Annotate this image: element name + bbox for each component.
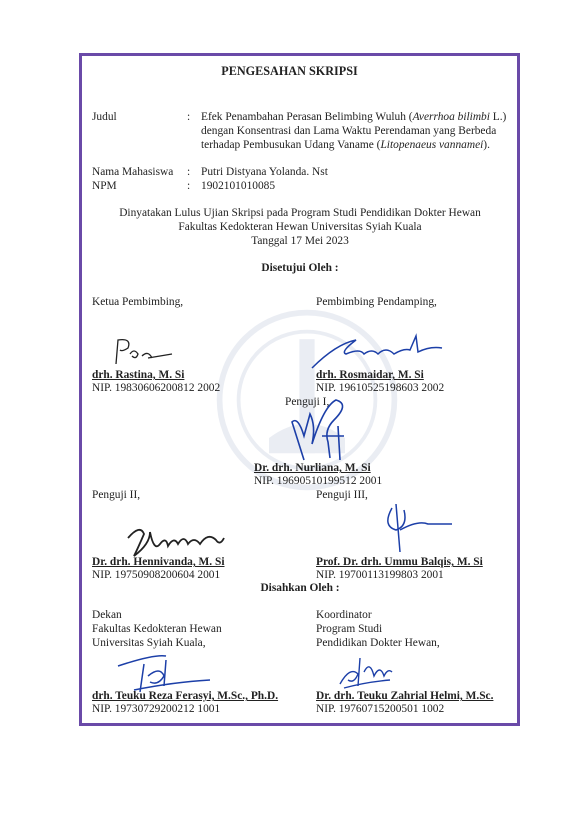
- koord-line-1: Koordinator: [316, 609, 372, 621]
- penguji2-nip: NIP. 19750908200604 2001: [92, 569, 221, 581]
- penguji2-signature: [120, 518, 230, 560]
- pendamping-label: Pembimbing Pendamping,: [316, 296, 437, 308]
- ketua-nip: NIP. 19830606200812 2002: [92, 382, 221, 394]
- koord-line-3: Pendidikan Dokter Hewan,: [316, 637, 440, 649]
- ketua-name: drh. Rastina, M. Si: [92, 369, 185, 381]
- npm-colon: :: [187, 180, 191, 192]
- koord-signature: [330, 650, 400, 692]
- koord-name: Dr. drh. Teuku Zahrial Helmi, M.Sc.: [316, 690, 494, 702]
- penguji3-signature: [378, 500, 458, 554]
- penguji2-label: Penguji II,: [92, 489, 141, 501]
- ketua-signature: [108, 336, 178, 368]
- pendamping-signature: [306, 330, 446, 372]
- dekan-line-1: Dekan: [92, 609, 122, 621]
- statement-line-3: Tanggal 17 Mei 2023: [251, 235, 349, 247]
- npm-value: 1902101010085: [201, 180, 276, 192]
- disahkan-heading: Disahkan Oleh :: [260, 582, 340, 594]
- nama-label: Nama Mahasiswa: [92, 166, 174, 178]
- penguji1-label: Penguji I,: [285, 396, 330, 408]
- nama-colon: :: [187, 166, 191, 178]
- dekan-signature: [114, 646, 214, 696]
- penguji1-nip: NIP. 19690510199512 2001: [254, 475, 383, 487]
- page-title: PENGESAHAN SKRIPSI: [221, 64, 358, 78]
- disetujui-heading: Disetujui Oleh :: [261, 262, 339, 274]
- penguji1-signature: [284, 396, 354, 464]
- koord-nip: NIP. 19760715200501 1002: [316, 703, 445, 715]
- statement-line-1: Dinyatakan Lulus Ujian Skripsi pada Program Studi Pendidikan Dokter Hewan: [119, 207, 481, 219]
- penguji3-name: Prof. Dr. drh. Ummu Balqis, M. Si: [316, 556, 483, 568]
- penguji3-nip: NIP. 19700113199803 2001: [316, 569, 444, 581]
- nama-value: Putri Distyana Yolanda. Nst: [201, 166, 328, 178]
- dekan-line-3: Universitas Syiah Kuala,: [92, 637, 206, 649]
- npm-label: NPM: [92, 180, 117, 192]
- judul-line-1: Efek Penambahan Perasan Belimbing Wuluh (Averrhoa bilimbi L.): [201, 111, 507, 123]
- dekan-line-2: Fakultas Kedokteran Hewan: [92, 623, 222, 635]
- ketua-label: Ketua Pembimbing,: [92, 296, 184, 308]
- judul-colon: :: [187, 111, 191, 123]
- penguji2-name: Dr. drh. Hennivanda, M. Si: [92, 556, 225, 568]
- penguji3-label: Penguji III,: [316, 489, 368, 501]
- judul-line-3: terhadap Pembusukan Udang Vaname (Litopenaeus vannamei).: [201, 139, 490, 151]
- pendamping-name: drh. Rosmaidar, M. Si: [316, 369, 424, 381]
- judul-label: Judul: [92, 111, 117, 123]
- pendamping-nip: NIP. 19610525198603 2002: [316, 382, 445, 394]
- penguji1-name: Dr. drh. Nurliana, M. Si: [254, 462, 371, 474]
- statement-line-2: Fakultas Kedokteran Hewan Universitas Syiah Kuala: [178, 221, 422, 233]
- judul-line-2: dengan Konsentrasi dan Lama Waktu Perendaman yang Berbeda: [201, 125, 497, 137]
- koord-line-2: Program Studi: [316, 623, 383, 635]
- dekan-name: drh. Teuku Reza Ferasyi, M.Sc., Ph.D.: [92, 690, 279, 702]
- dekan-nip: NIP. 19730729200212 1001: [92, 703, 221, 715]
